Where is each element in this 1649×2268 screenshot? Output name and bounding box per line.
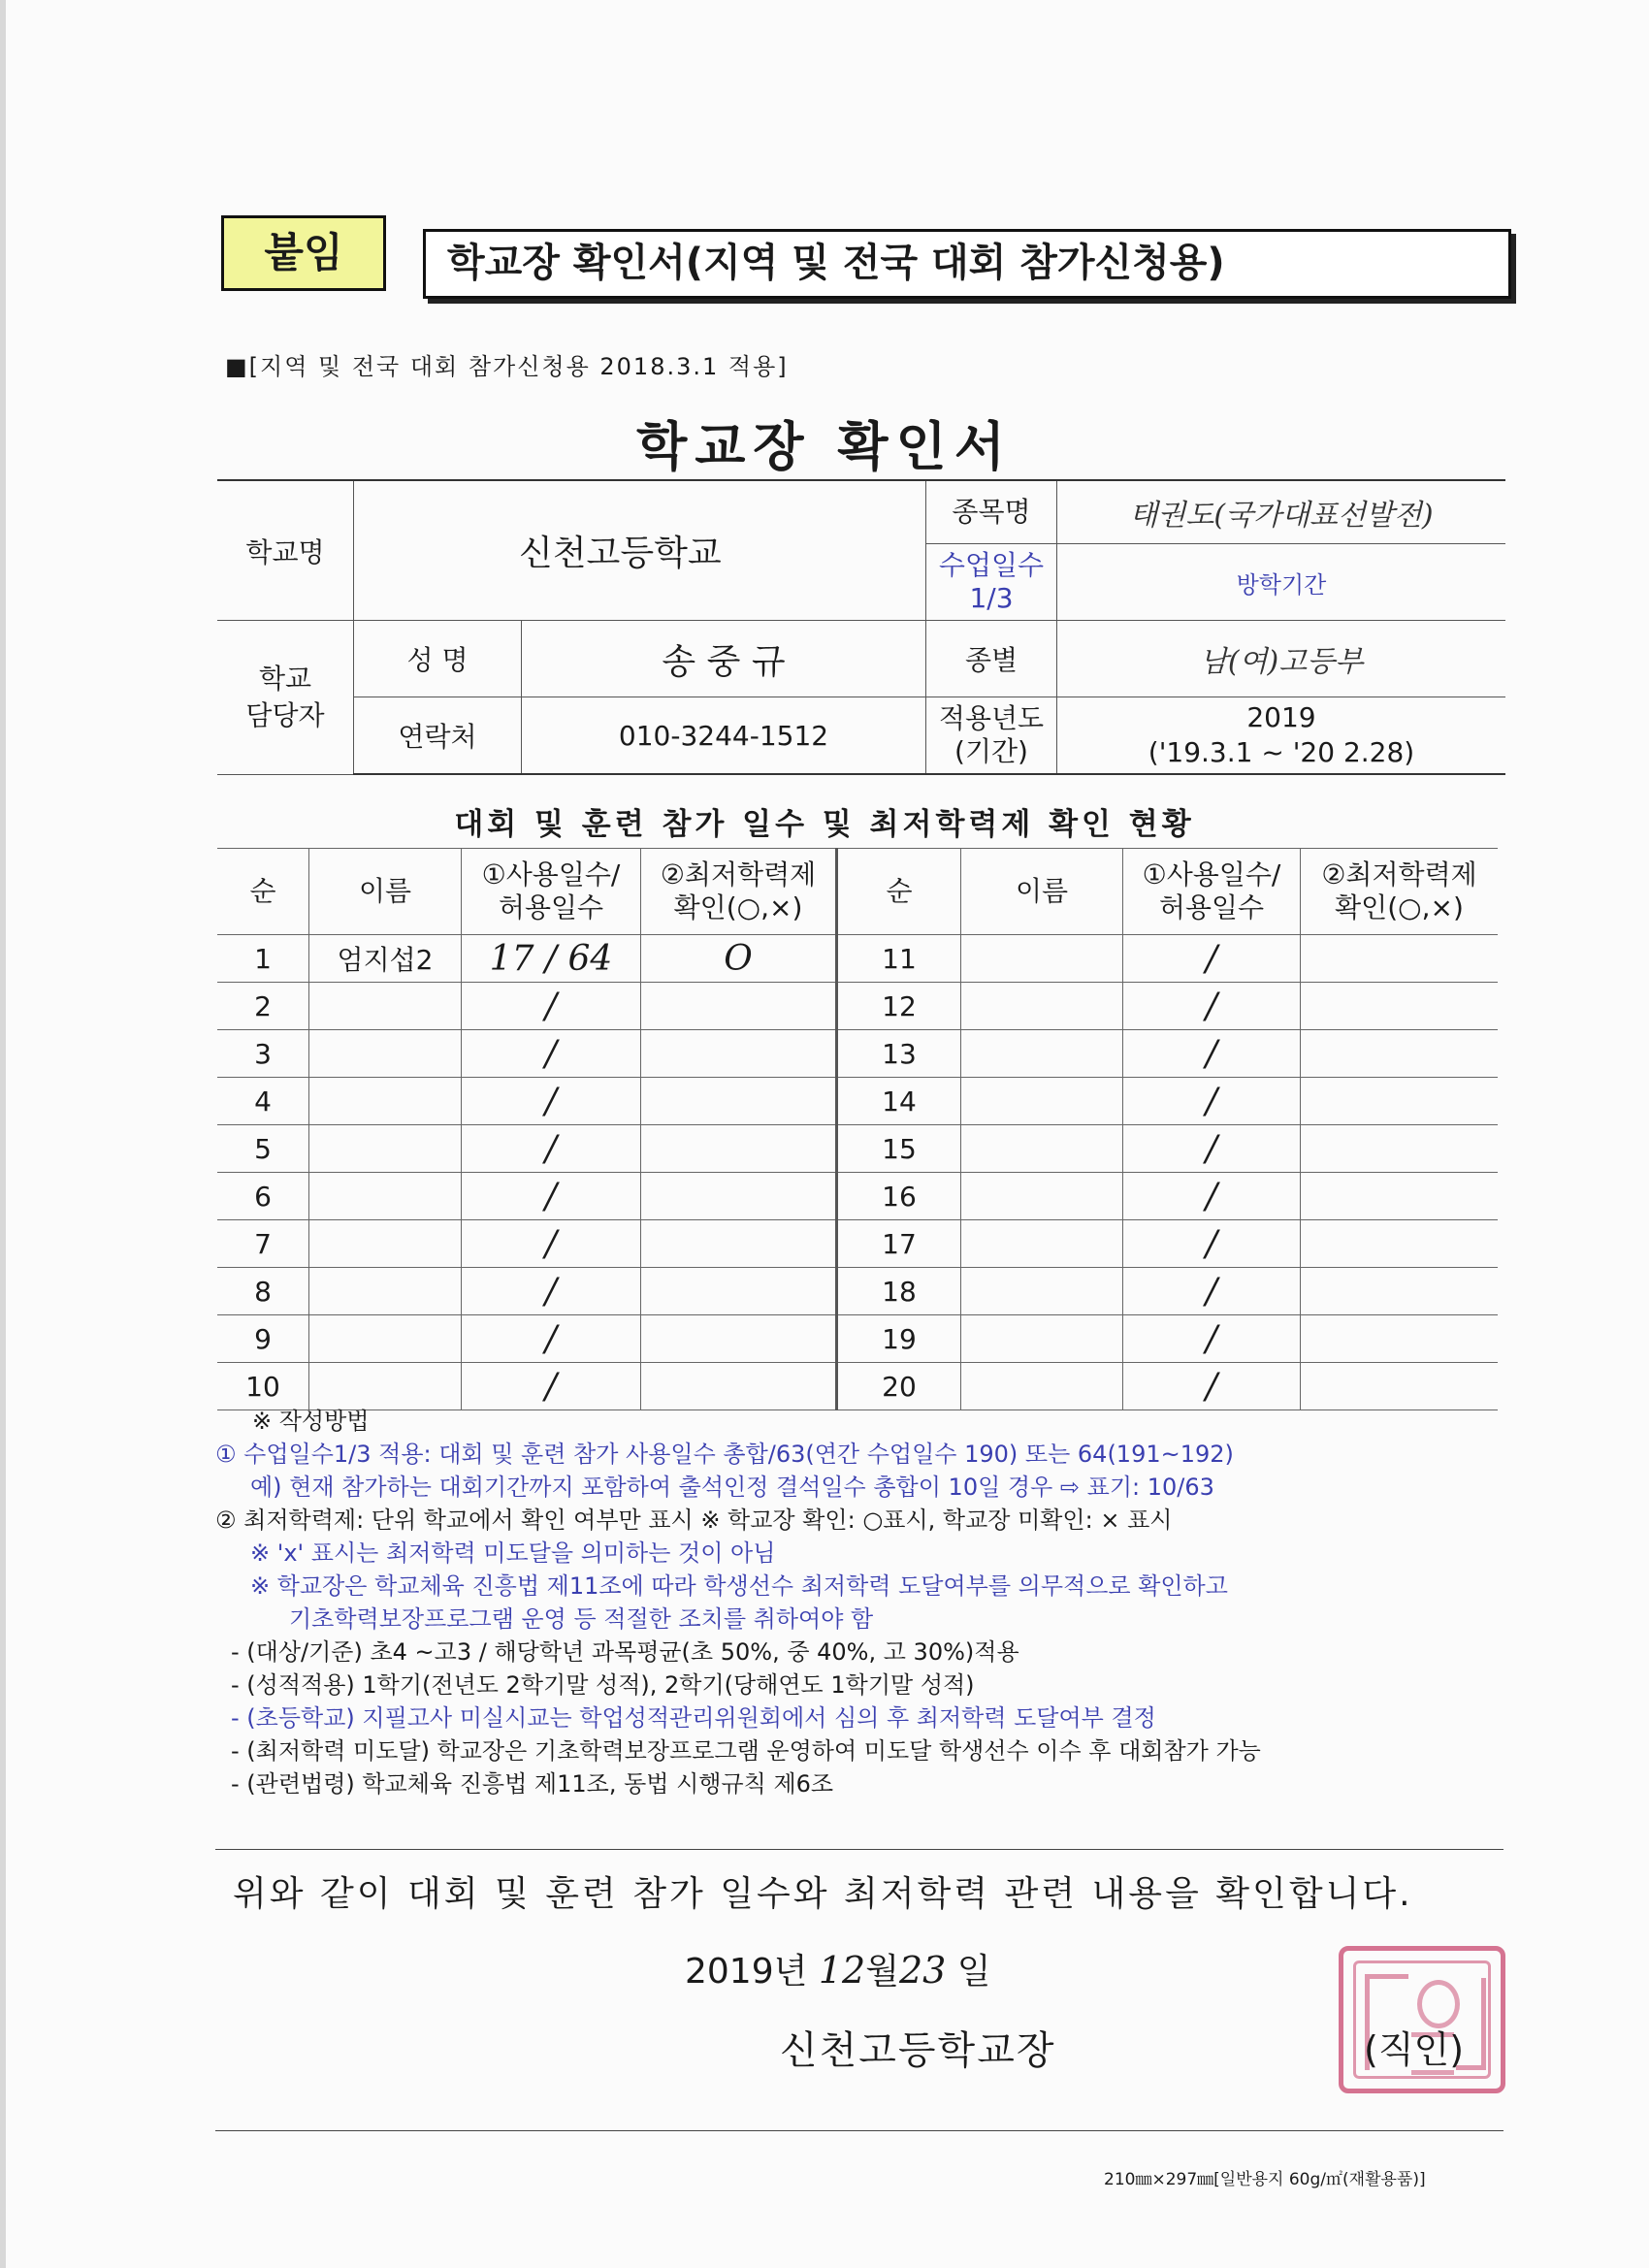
period-value: ('19.3.1 ~ '20 2.28) [1148,736,1415,768]
row-number: 6 [217,1173,309,1220]
days-ratio: / [1123,1220,1301,1268]
athlete-name [961,935,1123,983]
row-number: 15 [837,1125,961,1173]
table-row [217,983,1498,1030]
row-number: 16 [837,1173,961,1220]
days-ratio: / [462,1030,641,1078]
min-academic-check: O [641,935,837,983]
scan-edge [0,0,6,2268]
athlete-name: 엄지섭2 [309,935,462,983]
min-academic-check [641,1173,837,1220]
year-label-line2: (기간) [954,735,1028,767]
athlete-name [961,1078,1123,1125]
row-number: 8 [217,1268,309,1315]
min-academic-check [1301,1173,1499,1220]
table-row [217,1173,1498,1220]
days-label-line1: 수업일수 [938,549,1045,581]
table-row [217,1268,1498,1315]
days-ratio: / [1123,1125,1301,1173]
athlete-name [309,1363,462,1410]
days-ratio: 17 / 64 [462,935,641,983]
days-ratio: / [462,1173,641,1220]
year-cell [1057,697,1506,775]
table-row [217,1078,1498,1125]
athlete-name [309,1030,462,1078]
phone-value: 010-3244-1512 [522,697,926,775]
col-days-right [1123,849,1301,935]
participation-table-body [217,935,1498,1410]
athlete-name [961,1315,1123,1363]
col-days-line2: 허용일수 [498,891,604,923]
col-name-right: 이름 [961,849,1123,935]
date-month-suffix: 월 [865,1952,899,1992]
col-min-right-line2: 확인(○,×) [1335,891,1464,923]
min-academic-check [641,1220,837,1268]
note-1a: ① 수업일수1/3 적용: 대회 및 훈련 참가 사용일수 총합/63(연간 수업일수 190) 또는 64(191~192) [215,1441,1234,1468]
name-label: 성 명 [354,621,522,697]
col-days-right-line1: ①사용일수/ [1142,859,1281,891]
days-ratio: / [462,1268,641,1315]
date-day: 23 [898,1949,947,1992]
school-name: 신천고등학교 [354,480,926,621]
col-days-right-line2: 허용일수 [1158,891,1265,923]
seal-label: (직인) [1364,2028,1465,2071]
scope-note: ■[지역 및 전국 대회 참가신청용 2018.3.1 적용] [225,353,789,380]
col-min-right [1301,849,1499,935]
category-value: 남(여)고등부 [1057,621,1506,697]
table-row [217,1030,1498,1078]
min-academic-check [641,983,837,1030]
school-label: 학교명 [217,480,354,621]
row-number: 1 [217,935,309,983]
row-number: 13 [837,1030,961,1078]
days-label [926,544,1057,621]
days-ratio: / [462,1220,641,1268]
form-title: 학교장 확인서(지역 및 전국 대회 참가신청용) [423,229,1511,299]
col-no: 순 [217,849,309,935]
row-number: 3 [217,1030,309,1078]
min-academic-check [1301,1125,1499,1173]
table-row [217,935,1498,983]
sport-value: 태권도(국가대표선발전) [1057,480,1506,544]
instructions [215,1405,1505,1800]
attachment-label: 붙임 [221,215,386,291]
category-label: 종별 [926,621,1057,697]
principal-name: 신천고등학교장 [780,2028,1056,2073]
page-title: 학교장 확인서 [636,416,1013,477]
min-academic-check [641,1078,837,1125]
row-number: 10 [217,1363,309,1410]
phone-label: 연락처 [354,697,522,775]
min-academic-check [1301,1220,1499,1268]
notes-heading: ※ 작성방법 [252,1408,370,1435]
row-number: 11 [837,935,961,983]
days-ratio: / [462,1315,641,1363]
athlete-name [309,1220,462,1268]
days-ratio: / [462,1125,641,1173]
contact-person-label [217,621,354,775]
days-ratio: / [1123,935,1301,983]
row-number: 20 [837,1363,961,1410]
detail-1: - (대상/기준) 초4 ~고3 / 해당학년 과목평균(초 50%, 중 40%, 고 30%)적용 [231,1638,1019,1666]
days-ratio: / [1123,983,1301,1030]
min-academic-check [1301,935,1499,983]
min-academic-check [1301,1363,1499,1410]
days-value: 방학기간 [1057,544,1506,621]
year-label [926,697,1057,775]
min-academic-check [1301,1078,1499,1125]
note-2: ② 최저학력제: 단위 학교에서 확인 여부만 표시 ※ 학교장 확인: ○표시, 학교장 미확인: × 표시 [215,1507,1173,1534]
min-academic-check [641,1315,837,1363]
athlete-name [961,1030,1123,1078]
min-academic-check [1301,983,1499,1030]
detail-4: - (최저학력 미도달) 학교장은 기초학력보장프로그램 운영하여 미도달 학생선수 이수 후 대회참가 가능 [231,1737,1261,1765]
athlete-name [309,983,462,1030]
divider-bottom [215,2130,1504,2131]
athlete-name [961,1268,1123,1315]
table-row [217,1125,1498,1173]
paper-spec: 210㎜×297㎜[일반용지 60g/㎡(재활용품)] [1104,2170,1426,2189]
min-academic-check [1301,1268,1499,1315]
min-academic-check [641,1030,837,1078]
note-4b: 기초학력보장프로그램 운영 등 적절한 조치를 취하여야 함 [289,1605,874,1633]
sport-label: 종목명 [926,480,1057,544]
col-min-line2: 확인(○,×) [673,891,803,923]
row-number: 19 [837,1315,961,1363]
athlete-name [961,1220,1123,1268]
row-number: 9 [217,1315,309,1363]
year-label-line1: 적용년도 [938,702,1045,734]
min-academic-check [1301,1030,1499,1078]
detail-3: - (초등학교) 지필고사 미실시교는 학업성적관리위원회에서 심의 후 최저학력 도달여부 결정 [231,1704,1156,1732]
athlete-name [309,1125,462,1173]
row-number: 17 [837,1220,961,1268]
divider-top [215,1849,1504,1850]
date-day-suffix: 일 [946,1952,991,1992]
athlete-name [961,1125,1123,1173]
col-min-line1: ②최저학력제 [660,859,817,891]
days-ratio: / [1123,1363,1301,1410]
athlete-name [309,1315,462,1363]
col-no-right: 순 [837,849,961,935]
days-ratio: / [462,1363,641,1410]
table-row [217,1220,1498,1268]
col-days-line1: ①사용일수/ [481,859,621,891]
col-days [462,849,641,935]
row-number: 2 [217,983,309,1030]
name-value: 송 중 규 [522,621,926,697]
athlete-name [961,983,1123,1030]
athlete-name [961,1363,1123,1410]
athlete-name [961,1173,1123,1220]
col-min [641,849,837,935]
contact-person-label-line2: 담당자 [245,698,325,731]
days-ratio: / [462,983,641,1030]
detail-5: - (관련법령) 학교체육 진흥법 제11조, 동법 시행규칙 제6조 [231,1770,834,1798]
participation-table [217,848,1498,1410]
date-year: 2019년 [685,1952,819,1992]
min-academic-check [641,1268,837,1315]
note-1b: 예) 현재 참가하는 대회기간까지 포함하여 출석인정 결석일수 총합이 10일 경우 ⇨ 표기: 10/63 [250,1474,1214,1501]
row-number: 5 [217,1125,309,1173]
athlete-name [309,1078,462,1125]
table-row [217,1363,1498,1410]
min-academic-check [641,1125,837,1173]
table-header-row [217,849,1498,935]
date-month: 12 [818,1949,866,1992]
athlete-name [309,1268,462,1315]
row-number: 7 [217,1220,309,1268]
days-label-line2: 1/3 [969,582,1014,614]
confirmation-text: 위와 같이 대회 및 훈련 참가 일수와 최저학력 관련 내용을 확인합니다. [233,1874,1413,1914]
row-number: 18 [837,1268,961,1315]
row-number: 4 [217,1078,309,1125]
section-title: 대회 및 훈련 참가 일수 및 최저학력제 확인 현황 [454,807,1195,842]
athlete-name [309,1173,462,1220]
col-name: 이름 [309,849,462,935]
min-academic-check [1301,1315,1499,1363]
row-number: 12 [837,983,961,1030]
days-ratio: / [462,1078,641,1125]
table-row [217,1315,1498,1363]
detail-2: - (성적적용) 1학기(전년도 2학기말 성적), 2학기(당해연도 1학기말 성적) [231,1671,975,1699]
row-number: 14 [837,1078,961,1125]
min-academic-check [641,1363,837,1410]
days-ratio: / [1123,1078,1301,1125]
school-info-table [217,479,1505,775]
days-ratio: / [1123,1268,1301,1315]
note-3: ※ 'x' 표시는 최저학력 미도달을 의미하는 것이 아님 [250,1539,776,1567]
note-4a: ※ 학교장은 학교체육 진흥법 제11조에 따라 학생선수 최저학력 도달여부를 의무적으로 확인하고 [250,1572,1228,1600]
days-ratio: / [1123,1173,1301,1220]
year-value: 2019 [1246,701,1316,733]
date-line [685,1944,991,1993]
contact-person-label-line1: 학교 [258,662,312,695]
days-ratio: / [1123,1315,1301,1363]
col-min-right-line1: ②최저학력제 [1321,859,1477,891]
days-ratio: / [1123,1030,1301,1078]
